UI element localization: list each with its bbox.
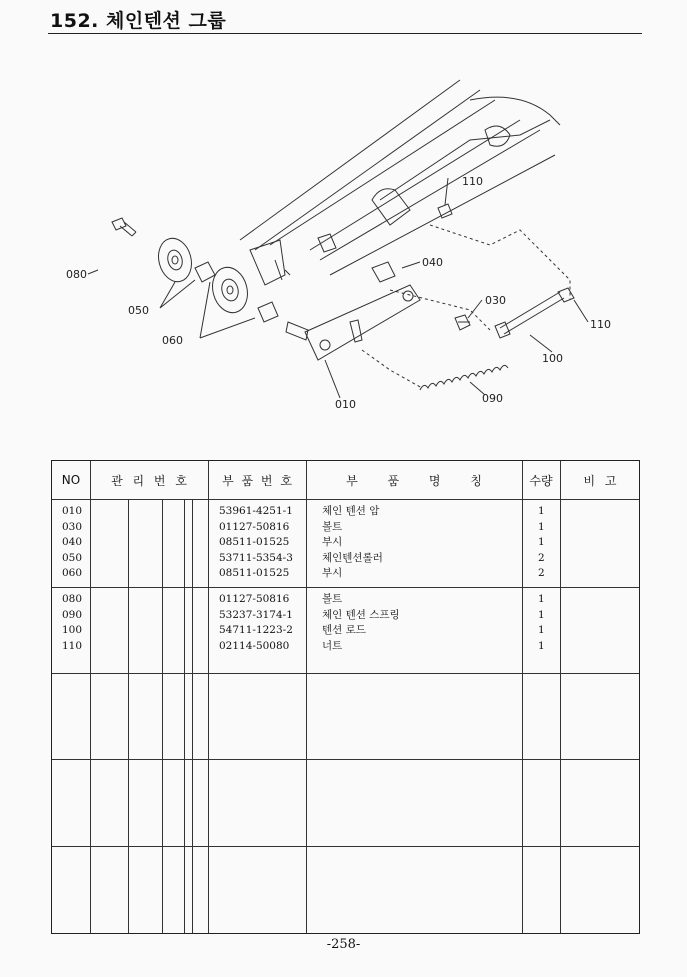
row-qty: 2 [538, 567, 545, 580]
row-qty: 1 [538, 520, 545, 533]
row-part-no: 01127-50816 [219, 520, 290, 533]
parts-table [51, 460, 640, 934]
callout-030: 030 [485, 294, 506, 307]
bolt-080-part [112, 218, 136, 236]
row-qty: 2 [538, 551, 545, 564]
callout-050: 050 [128, 304, 149, 317]
page-title: 152. 체인텐션 그룹 [50, 10, 227, 32]
callout-100: 100 [542, 352, 563, 365]
title-underline [48, 33, 642, 34]
row-no: 110 [62, 639, 83, 652]
row-qty: 1 [538, 505, 545, 517]
row-name: 텐션 로드 [322, 624, 366, 637]
row-name: 볼트 [322, 520, 343, 533]
callout-110-top: 110 [462, 175, 483, 188]
row-part-no: 54711-1223-2 [219, 624, 293, 637]
row-qty: 1 [538, 593, 545, 605]
header-no: NO [61, 473, 81, 487]
row-name: 부시 [322, 567, 343, 580]
row-no: 090 [62, 608, 83, 621]
exploded-parts-diagram [50, 60, 640, 430]
callout-090: 090 [482, 392, 503, 405]
callout-040: 040 [422, 256, 443, 269]
row-part-no: 53961-4251-1 [219, 505, 293, 517]
header-remark: 비 고 [583, 473, 617, 488]
row-part-no: 08511-01525 [219, 536, 290, 549]
row-no: 010 [62, 505, 83, 517]
tension-arm-010-part [286, 285, 420, 360]
row-part-no: 02114-50080 [219, 639, 290, 652]
header-mgmt-no: 관 리 번 호 [111, 473, 187, 488]
row-no: 030 [62, 520, 83, 533]
roller-050-part [154, 235, 196, 286]
col-divider [90, 461, 91, 933]
row-qty: 1 [538, 536, 545, 549]
header-qty: 수량 [529, 473, 553, 488]
row-no: 040 [62, 536, 83, 549]
row-part-no: 08511-01525 [219, 567, 290, 580]
row-name: 부시 [322, 536, 343, 549]
page-number: -258- [326, 937, 361, 952]
header-part-name: 부 품 명 칭 [346, 473, 482, 488]
row-name: 체인 텐션 암 [322, 505, 380, 517]
header-part-no: 부 품 번 호 [222, 473, 292, 488]
row-name: 볼트 [322, 593, 343, 605]
row-qty: 1 [538, 639, 545, 652]
row-name: 체인텐션롤러 [322, 551, 383, 564]
callout-110-right: 110 [590, 318, 611, 331]
row-name: 너트 [322, 639, 343, 652]
row-part-no: 53711-5354-3 [219, 551, 293, 564]
row-no: 060 [62, 567, 83, 580]
row-qty: 1 [538, 608, 545, 621]
header-divider [52, 499, 639, 500]
callout-010: 010 [335, 398, 356, 411]
row-no: 050 [62, 551, 83, 564]
row-part-no: 53237-3174-1 [219, 608, 293, 621]
callout-060: 060 [162, 334, 183, 347]
row-name: 체인 텐션 스프링 [322, 608, 400, 621]
row-no: 100 [62, 624, 83, 637]
roller-050b-part [208, 263, 253, 316]
row-qty: 1 [538, 624, 545, 637]
callout-080: 080 [66, 268, 87, 281]
row-no: 080 [62, 593, 83, 605]
row-part-no: 01127-50816 [219, 593, 290, 605]
spring-090-part [420, 365, 508, 390]
